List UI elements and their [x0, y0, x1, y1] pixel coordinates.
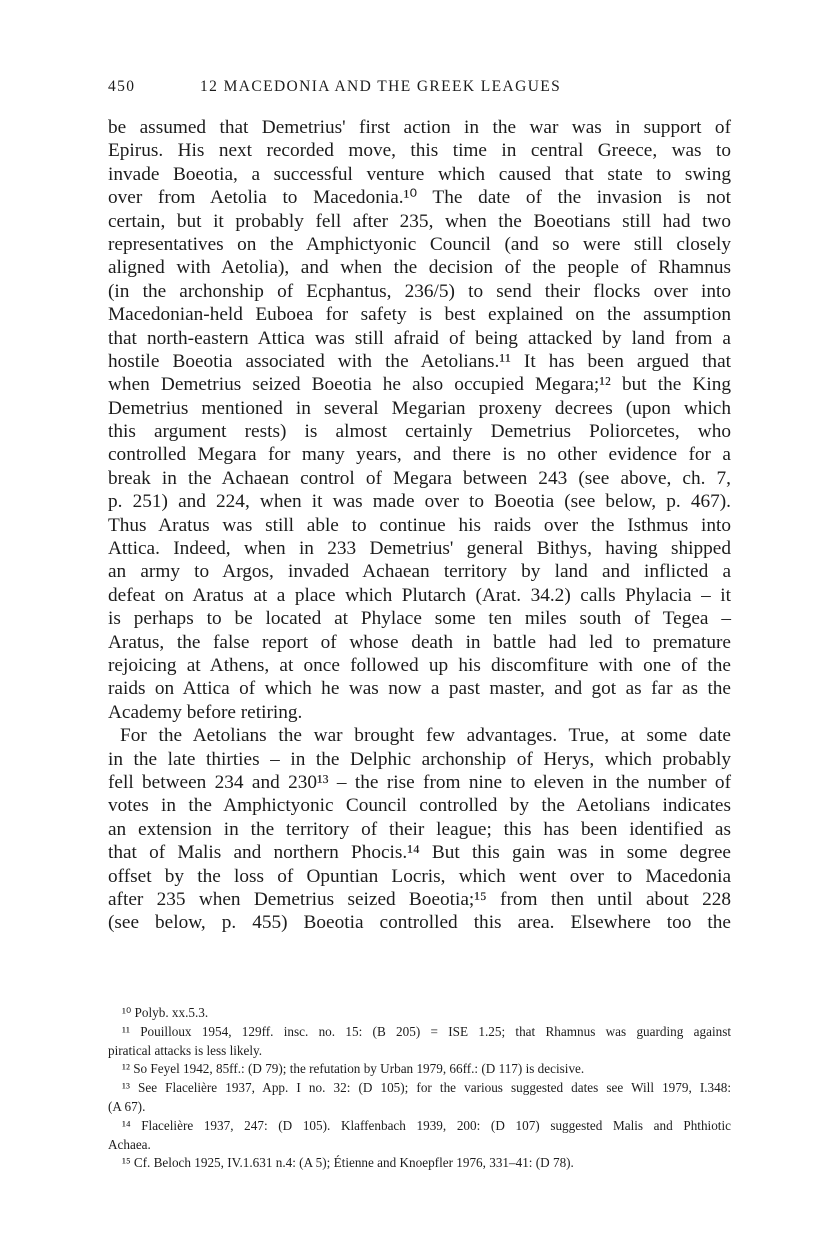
body-line: Academy before retiring.: [108, 701, 303, 723]
body-line: that north-eastern Attica was still afraid of being attacked by land from a: [108, 327, 731, 349]
body-line: votes in the Amphictyonic Council controlled by the Aetolians indicates: [108, 795, 731, 817]
body-line: p. 251) and 224, when it was made over to Boeotia (see below, p. 467).: [108, 491, 731, 513]
body-line: an army to Argos, invaded Achaean territory by land and inflicted a: [108, 561, 731, 583]
body-line: be assumed that Demetrius' first action in the war was in support of: [108, 117, 731, 138]
footnotes: [108, 1004, 731, 1173]
footnote-line: ¹⁴ Flacelière 1937, 247: (D 105). Klaffenbach 1939, 200: (D 107) suggested Malis and Phthiotic: [122, 1117, 731, 1133]
footnote-line: ¹¹ Pouilloux 1954, 129ff. insc. no. 15: (B 205) = ISE 1.25; that Rhamnus was guarding against: [122, 1023, 731, 1039]
body-line: Demetrius mentioned in several Megarian proxeny decrees (upon which: [108, 397, 731, 419]
body-line: certain, but it probably fell after 235, when the Boeotians still had two: [108, 210, 731, 232]
body-line: break in the Achaean control of Megara between 243 (see above, ch. 7,: [108, 467, 731, 489]
body-line: aligned with Aetolia), and when the decision of the people of Rhamnus: [108, 257, 731, 279]
body-line: Thus Aratus was still able to continue his raids over the Isthmus into: [108, 514, 731, 536]
footnote-line: (A 67).: [108, 1098, 146, 1114]
body-line: offset by the loss of Opuntian Locris, which went over to Macedonia: [108, 865, 731, 887]
body-line: Epirus. His next recorded move, this time in central Greece, was to: [108, 140, 731, 162]
body-line: Attica. Indeed, when in 233 Demetrius' general Bithys, having shipped: [108, 538, 731, 560]
chapter-title: 12 MACEDONIA AND THE GREEK LEAGUES: [200, 78, 562, 95]
body-line: raids on Attica of which he was now a past master, and got as far as the: [108, 678, 731, 700]
footnote-line: piratical attacks is less likely.: [108, 1042, 263, 1058]
body-line: (see below, p. 455) Boeotia controlled this area. Elsewhere too the: [108, 912, 731, 934]
body-line: fell between 234 and 230¹³ – the rise from nine to eleven in the number of: [108, 771, 731, 793]
body-line: invade Boeotia, a successful venture which caused that state to swing: [108, 163, 731, 185]
body-line: over from Aetolia to Macedonia.¹⁰ The date of the invasion is not: [108, 187, 731, 209]
footnote-line: ¹³ See Flacelière 1937, App. I no. 32: (D 105); for the various suggested dates see Will 1979, I.348:: [122, 1080, 731, 1096]
footnote-line: ¹⁰ Polyb. xx.5.3.: [122, 1005, 209, 1020]
body-line: after 235 when Demetrius seized Boeotia;¹⁵ from then until about 228: [108, 888, 731, 910]
footnote-line: Achaea.: [108, 1136, 151, 1152]
body-line: defeat on Aratus at a place which Plutarch (Arat. 34.2) calls Phylacia – it: [108, 584, 731, 606]
body-line: hostile Boeotia associated with the Aetolians.¹¹ It has been argued that: [108, 350, 731, 372]
body-line: controlled Megara for many years, and there is no other evidence for a: [108, 444, 731, 466]
footnote-line: ¹⁵ Cf. Beloch 1925, IV.1.631 n.4: (A 5); Étienne and Knoepfler 1976, 331–41: (D 78).: [122, 1155, 574, 1171]
body-line: representatives on the Amphictyonic Council (and so were still closely: [108, 233, 731, 255]
body-line: Aratus, the false report of whose death in battle had led to premature: [108, 631, 731, 653]
body-line: rejoicing at Athens, at once followed up his discomfiture with one of the: [108, 654, 731, 676]
running-head: [108, 78, 728, 100]
footnote-line: ¹² So Feyel 1942, 85ff.: (D 79); the refutation by Urban 1979, 66ff.: (D 117) is decisive.: [122, 1061, 585, 1077]
body-line: when Demetrius seized Boeotia he also occupied Megara;¹² but the King: [108, 374, 731, 396]
body-line: Macedonian-held Euboea for safety is best explained on the assumption: [108, 304, 731, 326]
body-line: For the Aetolians the war brought few advantages. True, at some date: [120, 725, 731, 747]
body-line: is perhaps to be located at Phylace some ten miles south of Tegea –: [108, 608, 731, 630]
page-number: 450: [108, 78, 136, 95]
body-line: in the late thirties – in the Delphic archonship of Herys, which probably: [108, 748, 731, 770]
body-line: (in the archonship of Ecphantus, 236/5) to send their flocks over into: [108, 280, 731, 302]
body-text: [108, 116, 731, 935]
body-line: this argument rests) is almost certainly Demetrius Poliorcetes, who: [108, 421, 731, 443]
body-line: an extension in the territory of their league; this has been identified as: [108, 818, 731, 840]
body-line: that of Malis and northern Phocis.¹⁴ But this gain was in some degree: [108, 842, 731, 864]
